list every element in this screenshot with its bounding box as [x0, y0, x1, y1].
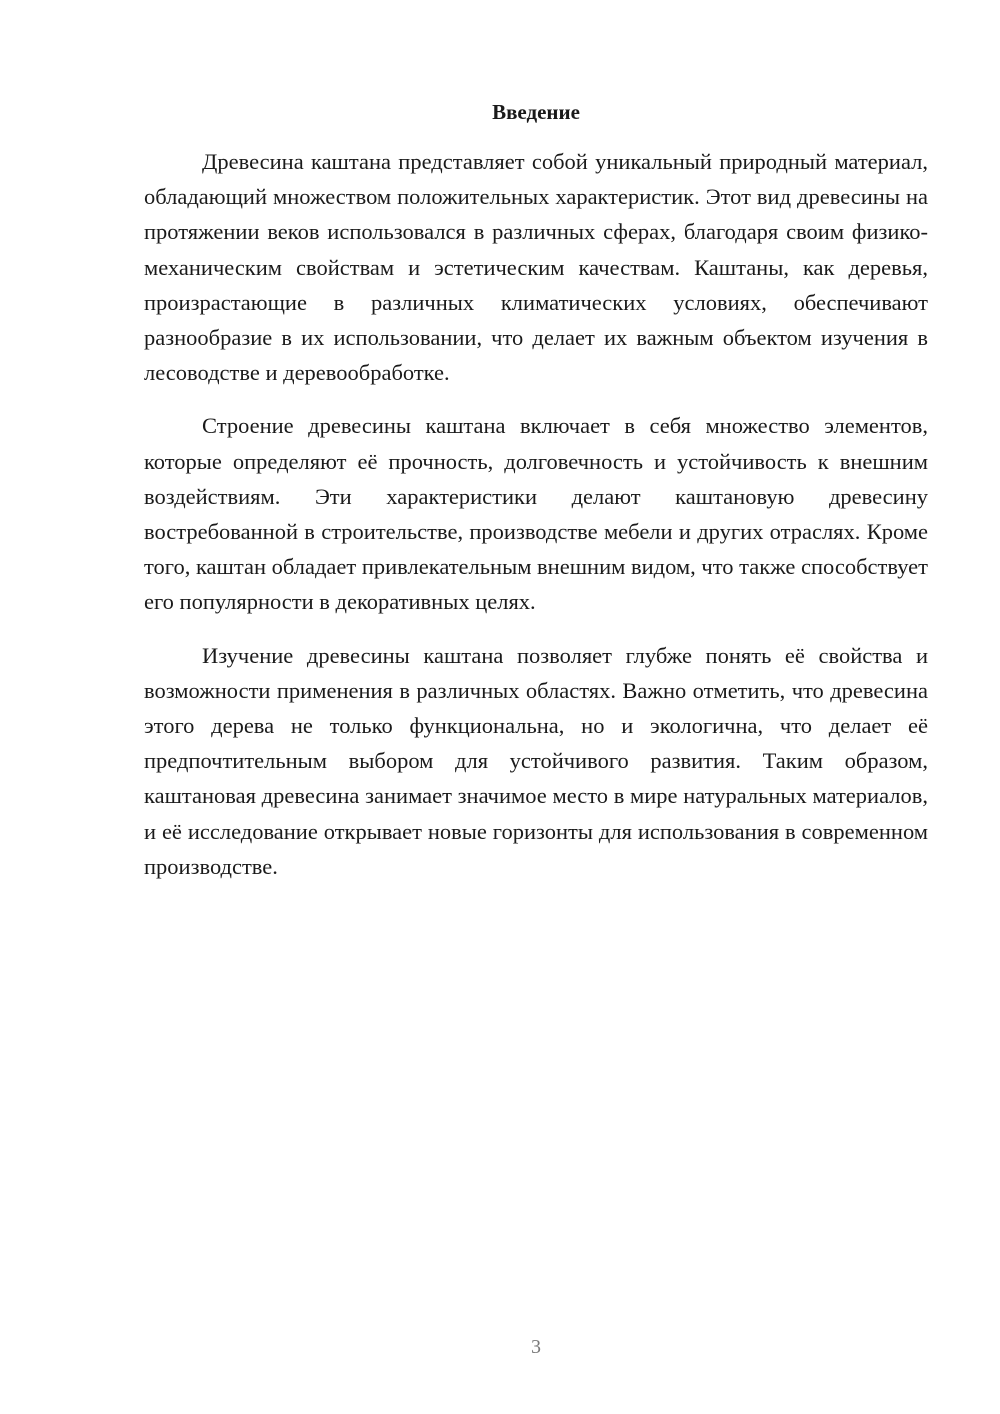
paragraph-3: Изучение древесины каштана позволяет глубже понять её свойства и возможности применения в различных областях. Важно отметить, что древесина этого дерева не только функциональна, но и экологична, что делает её предпочтительным выбором для устойчивого развития. Таким образом, каштановая древесина занимает значимое место в мире натуральных материалов, и её исследование открывает новые горизонты для использования в современном производстве.: [144, 642, 928, 879]
section-heading: Введение: [492, 100, 580, 124]
paragraph-2: Строение древесины каштана включает в себя множество элементов, которые определяют её прочность, долговечность и устойчивость к внешним воздействиям. Эти характеристики делают каштановую древесину востребованной в строительстве, производстве мебели и других отраслях. Кроме того, каштан обладает привлекательным внешним видом, что также способствует его популярности в декоративных целях.: [144, 413, 928, 615]
page-number: 3: [531, 1336, 541, 1358]
paragraph-1: Древесина каштана представляет собой уникальный природный материал, обладающий множеством положительных характеристик. Этот вид древесины на протяжении веков использовался в различных сферах, благодаря своим физико-механическим свойствам и эстетическим качествам. Каштаны, как деревья, произрастающие в различных климатических условиях, обеспечивают разнообразие в их использовании, что делает их важным объектом изучения в лесоводстве и деревообработке.: [144, 149, 928, 386]
document-body: [144, 144, 928, 902]
